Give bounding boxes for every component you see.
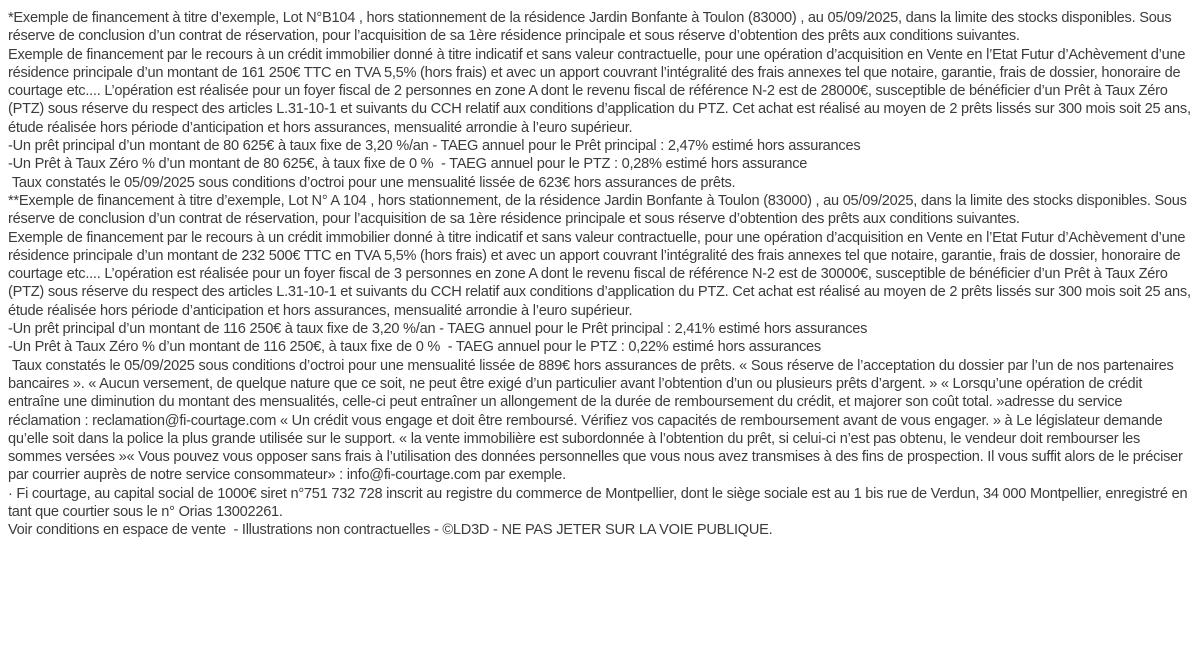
- financing-example-1-ptz-loan: -Un Prêt à Taux Zéro % d’un montant de 80 625€, à taux fixe de 0 % - TAEG annuel pour le PTZ : 0,28% estimé hors assurance: [8, 156, 808, 173]
- regulatory-notices: Taux constatés le 05/09/2025 sous conditions d’octroi pour une mensualité lissée de 889€ hors assurances de prêts. « Sous réserve de l’acceptation du dossier par l’un de nos partenaires bancaires ». « Aucun versement, de quelque nature que ce soit, ne peut être exigé d’un particulier avant l’obtention d’un ou plusieurs prêts d’argent. » « Lorsqu’une opération de crédit entraîne une diminution du montant des mensualités, celle-ci peut entraîner un allongement de la durée de remboursement du crédit, et majorer son coût total. »adresse du service réclamation : reclamation@fi-courtage.com « Un crédit vous engage et doit être remboursé. Vérifiez vos capacités de remboursement avant de vous engager. » à Le législateur demande qu’elle soit dans la police la plus grande utilisée sur le support. « la vente immobilière est subordonnée à l’obtention du prêt, si celui-ci n’est pas obtenu, le vendeur doit rembourser les sommes versées »« Vous pouvez vous opposer sans frais à l’utilisation des données personnelles que vous nous avez transmises à des fins de prospection. Il vous suffit alors de le préciser par courrier auprès de notre service consommateur» : info@fi-courtage.com par exemple.: [8, 357, 1187, 484]
- financing-example-2-main-loan: -Un prêt principal d’un montant de 116 250€ à taux fixe de 3,20 %/an - TAEG annuel pour le Prêt principal : 2,41% estimé hors assurances: [8, 321, 868, 338]
- financing-example-2-intro: **Exemple de financement à titre d’exemple, Lot N° A 104 , hors stationnement, de la résidence Jardin Bonfante à Toulon (83000) , au 05/09/2025, dans la limite des stocks disponibles. Sous réserve de conclusion d’un contrat de réservation, pour l’acquisition de sa 1ère résidence principale et sous réserve d’obtention des prêts aux conditions suivantes.: [8, 192, 1191, 228]
- financing-example-1-details: Exemple de financement par le recours à un crédit immobilier donné à titre indicatif et sans valeur contractuelle, pour une opération d’acquisition en Vente en l’Etat Futur d’Achèvement d’une résidence principale d’un montant de 161 250€ TTC en TVA 5,5% (hors frais) et avec un apport couvrant l’intégralité des frais annexes tel que notaire, garantie, frais de dossier, honoraire de courtage etc.... L’opération est réalisée pour un foyer fiscal de 2 personnes en zone A dont le revenu fiscal de référence N-2 est de 28000€, susceptible de bénéficier d’un Prêt à Taux Zéro (PTZ) sous réserve du respect des articles L.31-10-1 et suivants du CCH relatif aux conditions d’application du PTZ. Cet achat est réalisé au moyen de 2 prêts lissés sur 300 mois soit 25 ans, étude réalisée hors période d’anticipation et hors assurances, mensualité arrondie à l’euro supérieur.: [8, 46, 1195, 136]
- footer-conditions-line: Voir conditions en espace de vente - Illustrations non contractuelles - ©LD3D - NE PAS JETER SUR LA VOIE PUBLIQUE.: [8, 522, 773, 539]
- financing-example-1-rates-note: Taux constatés le 05/09/2025 sous conditions d’octroi pour une mensualité lissée de 623€ hors assurances de prêts.: [8, 174, 736, 191]
- financing-example-2-details: Exemple de financement par le recours à un crédit immobilier donné à titre indicatif et sans valeur contractuelle, pour une opération d’acquisition en Vente en l’Etat Futur d’Achèvement d’une résidence principale d’un montant de 232 500€ TTC en TVA 5,5% (hors frais) et avec un apport couvrant l’intégralité des frais annexes tel que notaire, garantie, frais de dossier, honoraire de courtage etc.... L’opération est réalisée pour un foyer fiscal de 3 personnes en zone A dont le revenu fiscal de référence N-2 est de 30000€, susceptible de bénéficier d’un Prêt à Taux Zéro (PTZ) sous réserve du respect des articles L.31-10-1 et suivants du CCH relatif aux conditions d’application du PTZ. Cet achat est réalisé au moyen de 2 prêts lissés sur 300 mois soit 25 ans, étude réalisée hors période d’anticipation et hors assurances, mensualité arrondie à l’euro supérieur.: [8, 229, 1195, 319]
- financing-example-1-intro: *Exemple de financement à titre d’exemple, Lot N°B104 , hors stationnement de la résidence Jardin Bonfante à Toulon (83000) , au 05/09/2025, dans la limite des stocks disponibles. Sous réserve de conclusion d’un contrat de réservation, pour l’acquisition de sa 1ère résidence principale et sous réserve d’obtention des prêts aux conditions suivantes.: [8, 10, 1176, 45]
- company-registration-info: · Fi courtage, au capital social de 1000€ siret n°751 732 728 inscrit au registre du commerce de Montpellier, dont le siège sociale est au 1 bis rue de Verdun, 34 000 Montpellier, enregistré en tant que courtier sous le n° Orias 13002261.: [8, 485, 1192, 521]
- financing-example-2-ptz-loan: -Un Prêt à Taux Zéro % d’un montant de 116 250€, à taux fixe de 0 % - TAEG annuel pour le PTZ : 0,22% estimé hors assurances: [8, 339, 821, 356]
- financing-example-1-main-loan: -Un prêt principal d’un montant de 80 625€ à taux fixe de 3,20 %/an - TAEG annuel pour le Prêt principal : 2,47% estimé hors assurances: [8, 138, 861, 155]
